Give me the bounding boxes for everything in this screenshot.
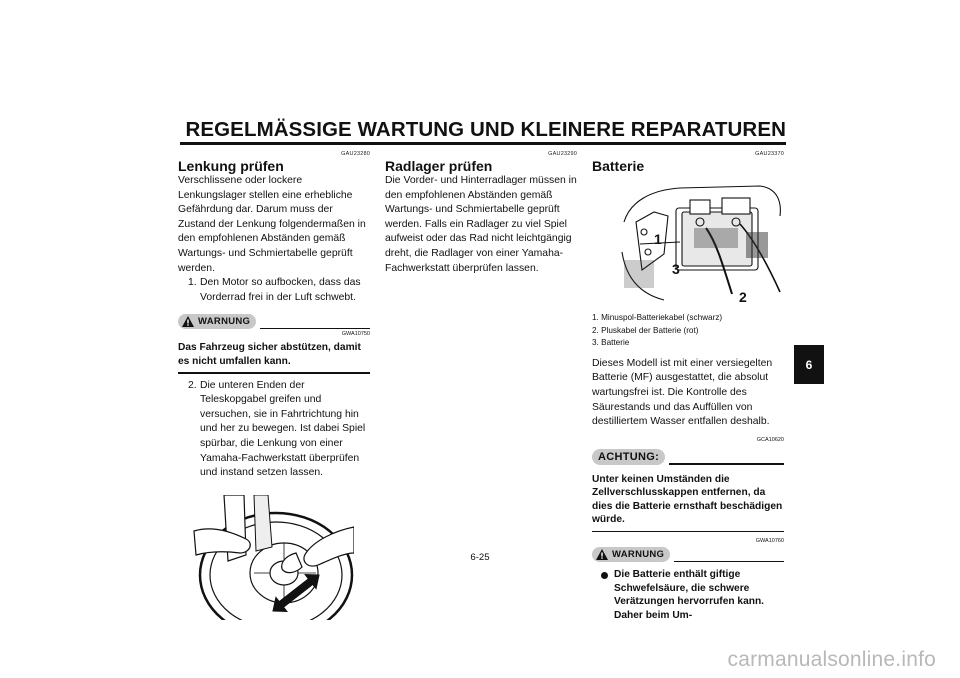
caution-badge xyxy=(592,449,665,465)
section-code: GAU23370 xyxy=(755,151,784,157)
warning-label: WARNUNG xyxy=(198,315,251,327)
callout-1: 1 xyxy=(654,231,662,247)
step-1-number: 1. xyxy=(188,277,197,289)
warning-rule xyxy=(260,328,370,329)
header-rule xyxy=(180,142,786,145)
warning-badge xyxy=(178,314,256,329)
column-steering xyxy=(178,151,370,620)
caution-box xyxy=(592,449,784,532)
warning-bottom-rule xyxy=(178,372,370,373)
section-heading-steering: Lenkung prüfen xyxy=(178,158,284,174)
legend-item: 1. Minuspol-Batteriekabel (schwarz) xyxy=(592,313,723,322)
step-1-text: Den Motor so aufbocken, dass das Vorderrad frei in der Luft schwebt. xyxy=(200,277,361,303)
steering-intro: Verschlissene oder lockere Lenkungslager stellen eine erhebliche Gefährdung dar. Darum muss der Zustand der Lenkung folgendermaßen in den empfohlenen Abständen gemäß Wartungs- und Schmiertabelle geprüft werden. xyxy=(178,175,366,274)
page-number: 6-25 xyxy=(470,552,490,563)
callout-2: 2 xyxy=(739,289,747,305)
caution-rule xyxy=(669,463,784,464)
warning-text: Das Fahrzeug sicher abstützen, damit es nicht umfallen kann. xyxy=(178,342,361,367)
section-heading-battery: Batterie xyxy=(592,158,645,174)
legend-item: 2. Pluskabel der Batterie (rot) xyxy=(592,325,699,335)
battery-figure xyxy=(620,182,786,306)
warning-bullet xyxy=(592,568,784,622)
step-1 xyxy=(178,276,370,305)
step-2 xyxy=(178,379,370,481)
column-wheel-bearings xyxy=(385,151,577,276)
warning-label: WARNUNG xyxy=(612,548,665,560)
warning-code: GWA10760 xyxy=(755,538,784,545)
chapter-tab: 6 xyxy=(794,345,824,384)
warning-box-support xyxy=(178,313,370,373)
watermark: carmanualsonline.info xyxy=(727,648,936,671)
caution-text: Unter keinen Umständen die Zellverschlusskappen entfernen, da dies die Batterie ernsthaft beschädigen würde. xyxy=(592,473,783,526)
callout-3: 3 xyxy=(672,261,680,277)
step-2-text: Die unteren Enden der Teleskopgabel greifen und versuchen, sie in Fahrtrichtung hin und her zu bewegen. Ist dabei Spiel spürbar, die Lenkung von einer Yamaha-Fachwerkstatt überprüfen und instand setzen lassen. xyxy=(200,379,366,479)
section-heading-wheel-bearings: Radlager prüfen xyxy=(385,158,493,174)
page-header-title: REGELMÄSSIGE WARTUNG UND KLEINERE REPARATUREN xyxy=(185,118,786,141)
section-code: GAU23280 xyxy=(341,151,370,157)
warning-bullet-text: Die Batterie enthält giftige Schwefelsäure, die schwere Verätzungen hervorrufen kann. Daher beim Um- xyxy=(614,569,765,621)
figure-legend xyxy=(592,312,784,350)
bullet-icon xyxy=(601,572,608,579)
warning-code: GWA10750 xyxy=(341,331,370,338)
caution-bottom-rule xyxy=(592,531,784,532)
warning-triangle-icon xyxy=(182,316,194,327)
caution-label: ACHTUNG: xyxy=(598,450,660,463)
wheel-bearings-text: Die Vorder- und Hinterradlager müssen in den empfohlenen Abständen gemäß Wartungs- und Schmiertabelle geprüft werden. Falls ein Radlager zu viel Spiel aufweist oder das Rad nicht leichtgängig dreht, die Radlager von einer Yamaha-Fachwerkstatt überprüfen lassen. xyxy=(385,175,577,274)
legend-item: 3. Batterie xyxy=(592,338,630,348)
step-2-number: 2. xyxy=(188,379,197,391)
section-code: GAU23290 xyxy=(548,151,577,157)
battery-illustration xyxy=(620,182,786,306)
battery-text: Dieses Modell ist mit einer versiegelten Batterie (MF) ausgestattet, die absolut wartungsfrei ist. Die Kontrolle des Säurestands und das Auffüllen von destilliertem Wasser entfallen deshalb. xyxy=(592,357,773,428)
caution-code: GCA10620 xyxy=(756,436,784,443)
